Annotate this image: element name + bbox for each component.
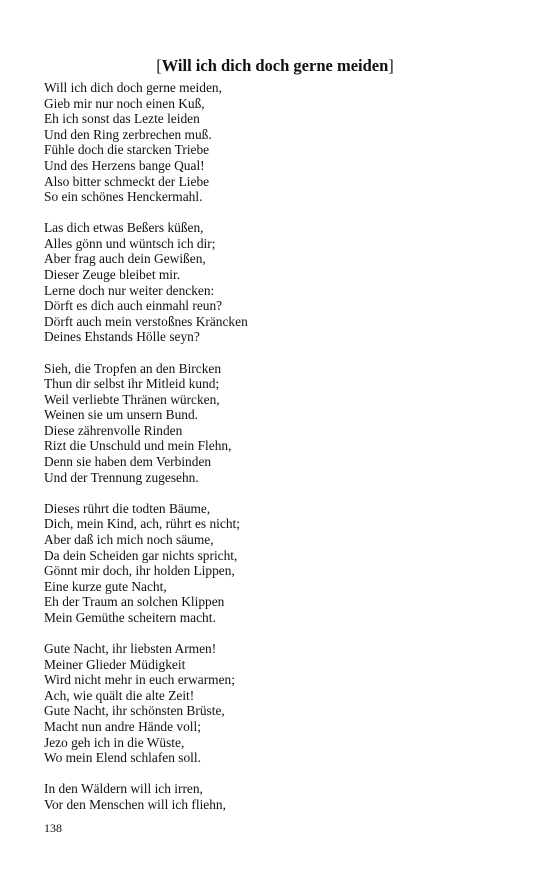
title-open-bracket: [ (156, 56, 162, 75)
verse-line: Eine kurze gute Nacht, (44, 578, 167, 594)
verse-line: Gönnt mir doch, ihr holden Lippen, (44, 563, 235, 579)
verse-line: Mein Gemüthe scheitern macht. (44, 609, 216, 625)
stanza-2 (44, 220, 524, 345)
stanza-4 (44, 501, 524, 626)
verse-line: Eh ich sonst das Lezte leiden (44, 111, 200, 127)
verse-line: Und den Ring zerbrechen muß. (44, 126, 212, 142)
verse-line: Dieses rührt die todten Bäume, (44, 500, 211, 516)
verse-line: Gute Nacht, ihr schönsten Brüste, (44, 703, 225, 719)
stanza-3 (44, 361, 524, 486)
verse-line: Deines Ehstands Hölle seyn? (44, 329, 200, 345)
verse-line: Denn sie haben dem Verbinden (44, 454, 212, 470)
verse-line: Ach, wie quält die alte Zeit! (44, 687, 195, 703)
verse-line: Rizt die Unschuld und mein Flehn, (44, 438, 232, 454)
verse-line: Wird nicht mehr in euch erwarmen; (44, 672, 235, 688)
verse-line: Da dein Scheiden gar nichts spricht, (44, 547, 238, 563)
verse-line: Will ich dich doch gerne meiden, (44, 80, 222, 95)
verse-line: Alles gönn und wüntsch ich dir; (44, 235, 216, 251)
verse-line: Dörft es dich auch einmahl reun? (44, 298, 223, 314)
poem-title (0, 56, 550, 76)
page-number: 138 (44, 821, 62, 835)
verse-line: Dich, mein Kind, ach, rührt es nicht; (44, 516, 240, 532)
verse-line: Sieh, die Tropfen an den Bircken (44, 360, 222, 376)
verse-line: Diese zährenvolle Rinden (44, 422, 183, 438)
stanza-6 (44, 781, 524, 812)
verse-line: Eh der Traum an solchen Klippen (44, 594, 225, 610)
title-text: Will ich dich doch gerne meiden (161, 56, 389, 75)
verse-line: Lerne doch nur weiter dencken: (44, 282, 215, 298)
verse-line: Und des Herzens bange Qual! (44, 157, 205, 173)
verse-line: Also bitter schmeckt der Liebe (44, 173, 210, 189)
verse-line: Weinen sie um unsern Bund. (44, 407, 199, 423)
verse-line: So ein schönes Henckermahl. (44, 189, 203, 205)
title-close-bracket: ] (388, 56, 394, 75)
verse-line: Fühle doch die starcken Triebe (44, 142, 210, 158)
verse-line: Aber frag auch dein Gewißen, (44, 251, 206, 267)
verse-line: Gieb mir nur noch einen Kuß, (44, 95, 205, 111)
verse-line: Jezo geh ich in die Wüste, (44, 734, 185, 750)
verse-line: Meiner Glieder Müdigkeit (44, 656, 186, 672)
verse-line: Vor den Menschen will ich fliehn, (44, 796, 226, 812)
stanza-5 (44, 641, 524, 766)
verse-line: Dieser Zeuge bleibet mir. (44, 267, 181, 283)
verse-line: Dörft auch mein verstoßnes Kräncken (44, 313, 248, 329)
verse-line: Wo mein Elend schlafen soll. (44, 750, 201, 766)
verse-line: Macht nun andre Hände voll; (44, 718, 201, 734)
verse-line: Aber daß ich mich noch säume, (44, 531, 214, 547)
verse-line: In den Wäldern will ich irren, (44, 781, 203, 797)
verse-line: Und der Trennung zugesehn. (44, 469, 199, 485)
stanza-1 (44, 80, 524, 205)
poem-body (44, 80, 524, 828)
verse-line: Las dich etwas Beßers küßen, (44, 220, 204, 236)
verse-line: Gute Nacht, ihr liebsten Armen! (44, 641, 217, 656)
verse-line: Weil verliebte Thränen würcken, (44, 391, 220, 407)
verse-line: Thun dir selbst ihr Mitleid kund; (44, 376, 220, 392)
